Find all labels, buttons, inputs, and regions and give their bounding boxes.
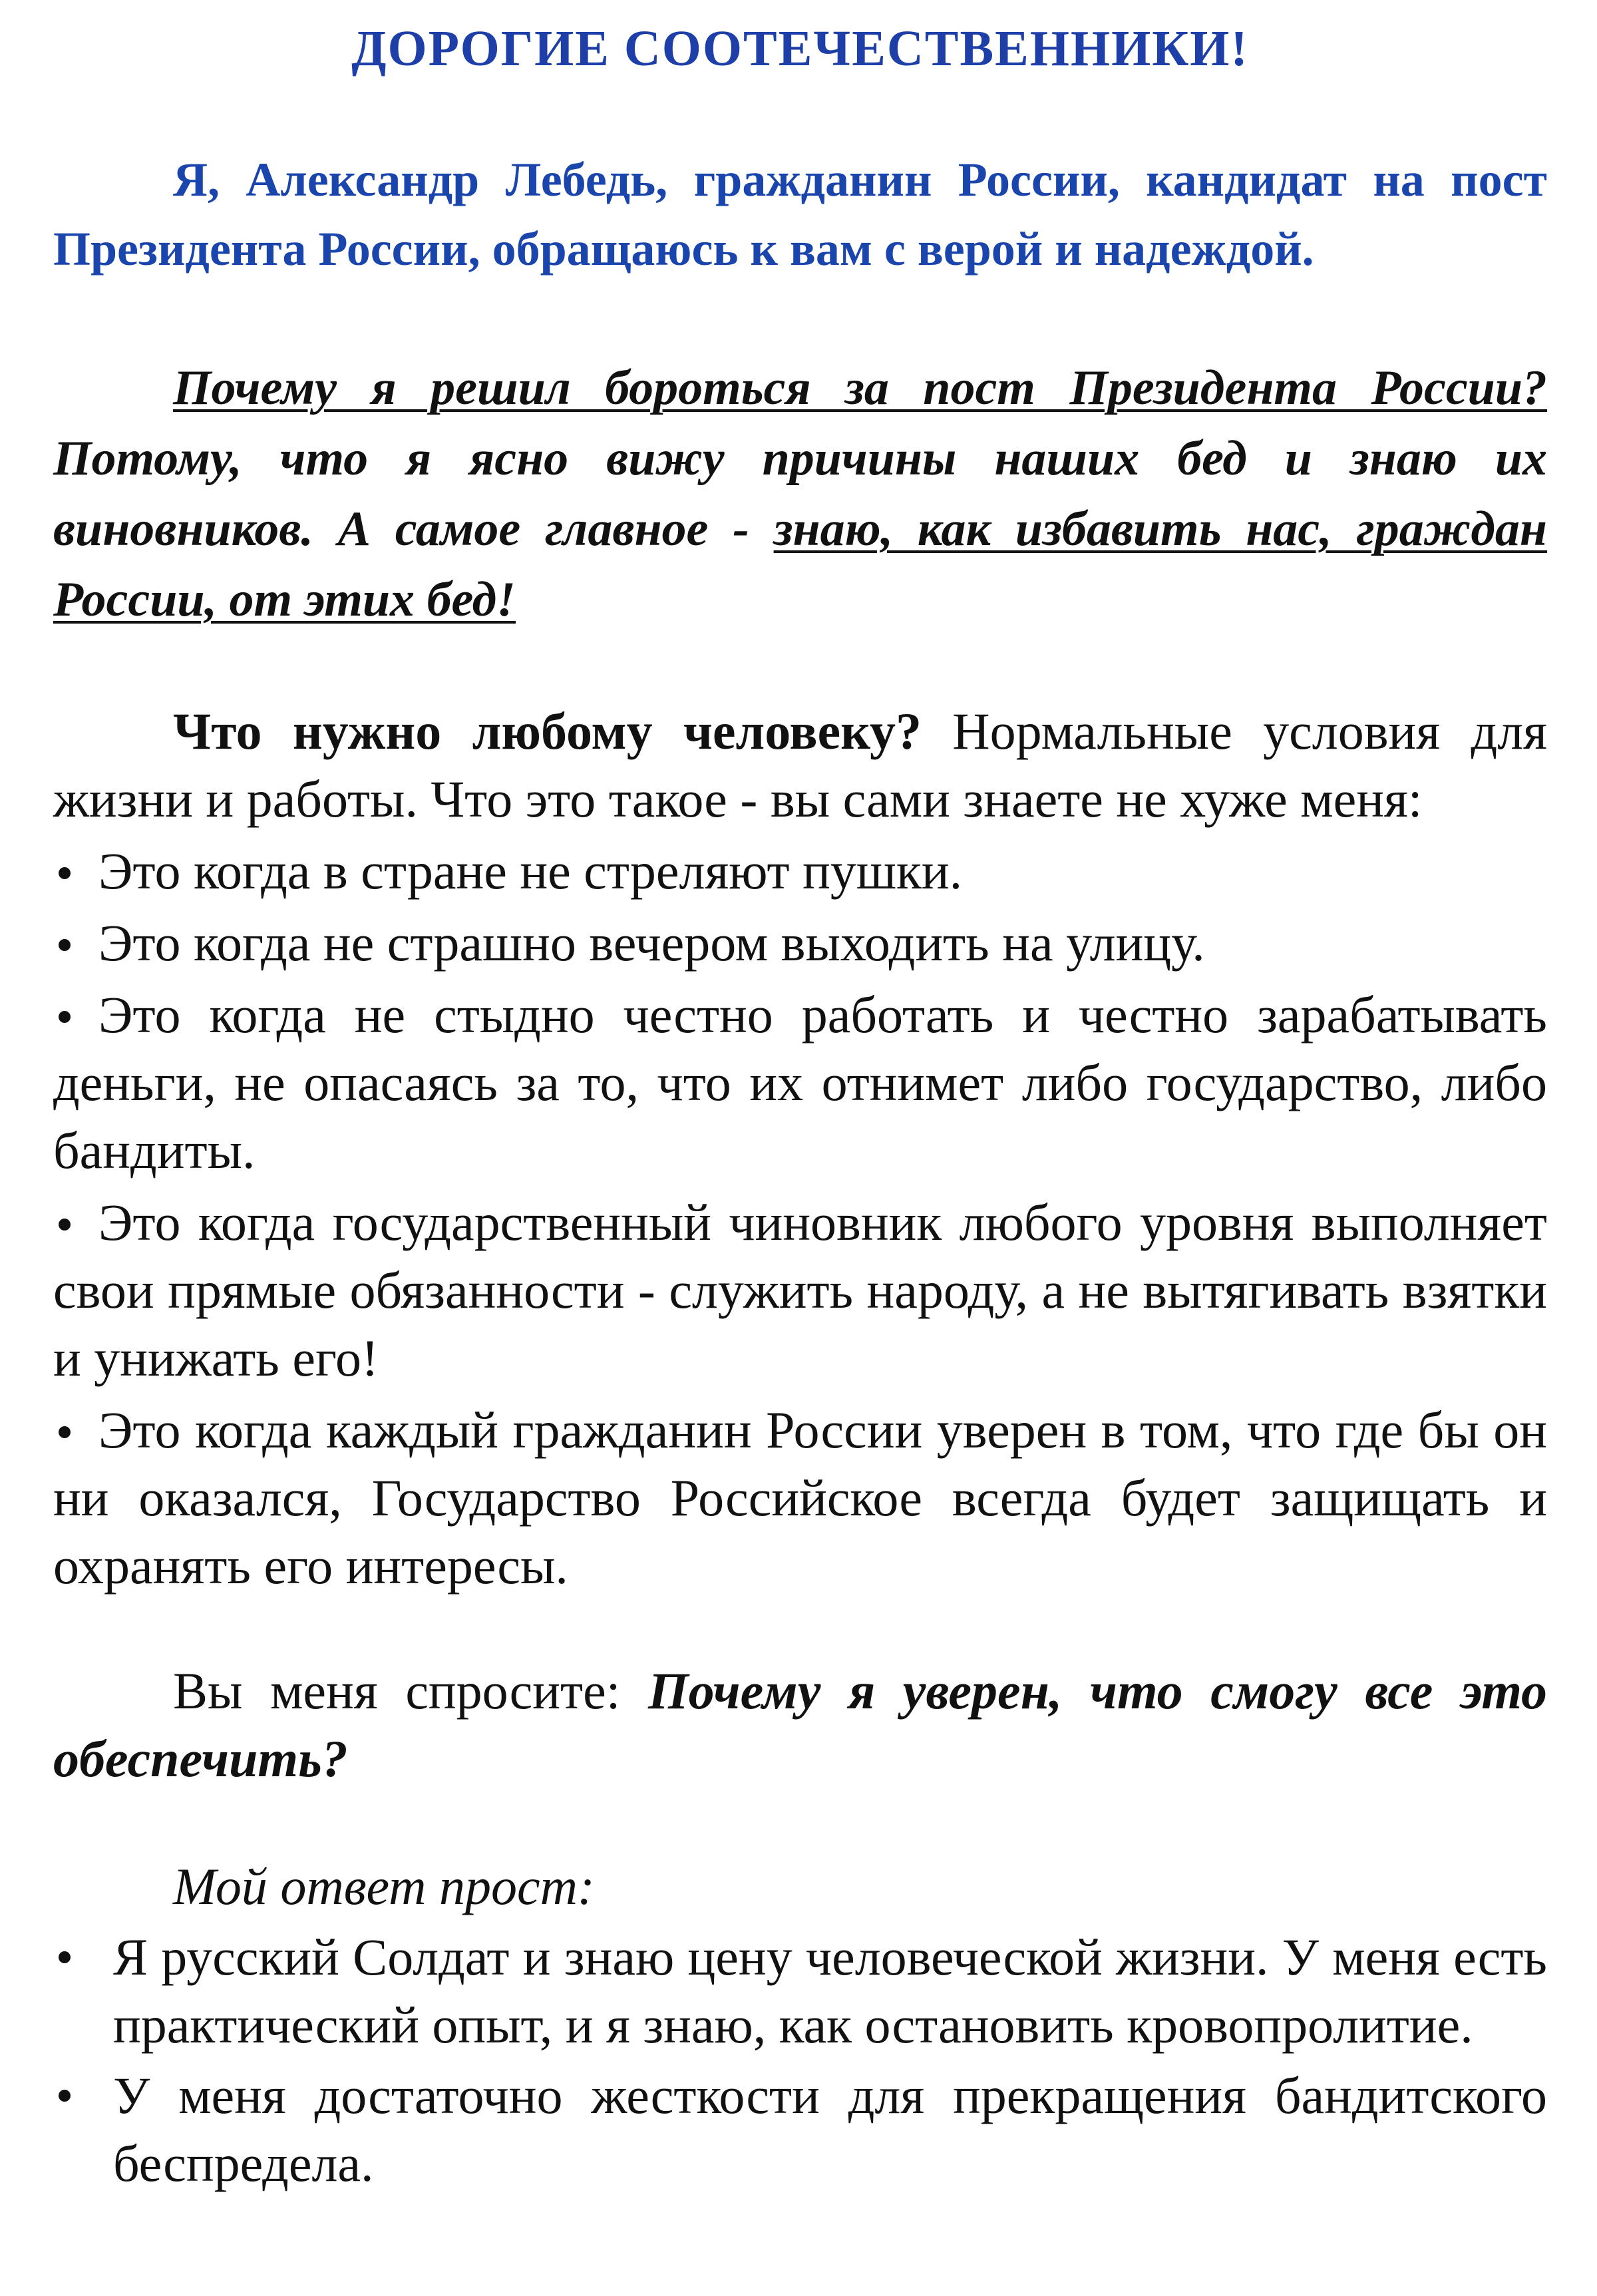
list-item xyxy=(53,837,1547,905)
what-question: Что нужно любому человеку? xyxy=(173,702,922,760)
condition-text: Это когда государственный чиновник любого уровня выполняет свои прямые обязанности - служить народу, а не вытягивать взятки и унижать его! xyxy=(53,1193,1547,1387)
list-item xyxy=(53,1396,1547,1600)
leaflet-page xyxy=(53,0,1547,2198)
why-question: Почему я решил бороться за пост Президента России? xyxy=(173,361,1547,415)
what-text: Нормальные условия для жизни и работы. Что это такое - вы сами знаете не хуже меня: xyxy=(53,702,1547,828)
ask-lead: Вы меня спросите: xyxy=(173,1662,649,1720)
conditions-list xyxy=(53,837,1547,1600)
list-item xyxy=(53,1189,1547,1392)
ask-question: Почему я уверен, что смогу все это обеспечить? xyxy=(53,1662,1548,1788)
why-answer: Потому, что я ясно вижу причины наших бед и знаю их виновников. А самое главное - xyxy=(53,431,1547,556)
why-answer-underlined: знаю, как избавить нас, граждан России, от этих бед! xyxy=(53,502,1548,627)
bullet-icon xyxy=(59,939,71,951)
bullet-icon xyxy=(59,1011,71,1023)
bullet-icon xyxy=(59,1951,71,1963)
condition-text: Это когда каждый гражданин России уверен в том, что где бы он ни оказался, Государство Российское всегда будет защищать и охранять его интересы. xyxy=(53,1401,1547,1595)
intro-paragraph: Я, Александр Лебедь, гражданин России, кандидат на пост Президента России, обращаюсь к вам с верой и надеждой. xyxy=(53,153,1547,276)
condition-text: Это когда не страшно вечером выходить на улицу. xyxy=(98,914,1205,972)
bullet-icon xyxy=(59,2090,71,2102)
reasons-list xyxy=(53,1923,1547,2198)
reason-text: Я русский Солдат и знаю цену человеческой жизни. У меня есть практический опыт, и я знаю, как остановить кровопролитие. xyxy=(113,1928,1547,2054)
list-item xyxy=(53,909,1547,977)
ask-paragraph xyxy=(53,1657,1547,1793)
page-title: ДОРОГИЕ СООТЕЧЕСТВЕННИКИ! xyxy=(351,21,1249,77)
condition-text: Это когда не стыдно честно работать и честно зарабатывать деньги, не опасаясь за то, что их отнимет либо государство, либо бандиты. xyxy=(53,986,1547,1179)
bullet-icon xyxy=(59,1426,71,1438)
answer-lead: Мой ответ прост: xyxy=(173,1857,595,1915)
condition-text: Это когда в стране не стреляют пушки. xyxy=(98,842,963,900)
list-item xyxy=(53,2062,1547,2198)
what-paragraph xyxy=(53,697,1547,833)
bullet-icon xyxy=(59,1219,71,1231)
bullet-icon xyxy=(59,867,71,879)
list-item xyxy=(53,981,1547,1185)
list-item xyxy=(53,1923,1547,2059)
reason-text: У меня достаточно жесткости для прекращения бандитского беспредела. xyxy=(113,2066,1547,2192)
why-paragraph xyxy=(53,353,1547,635)
